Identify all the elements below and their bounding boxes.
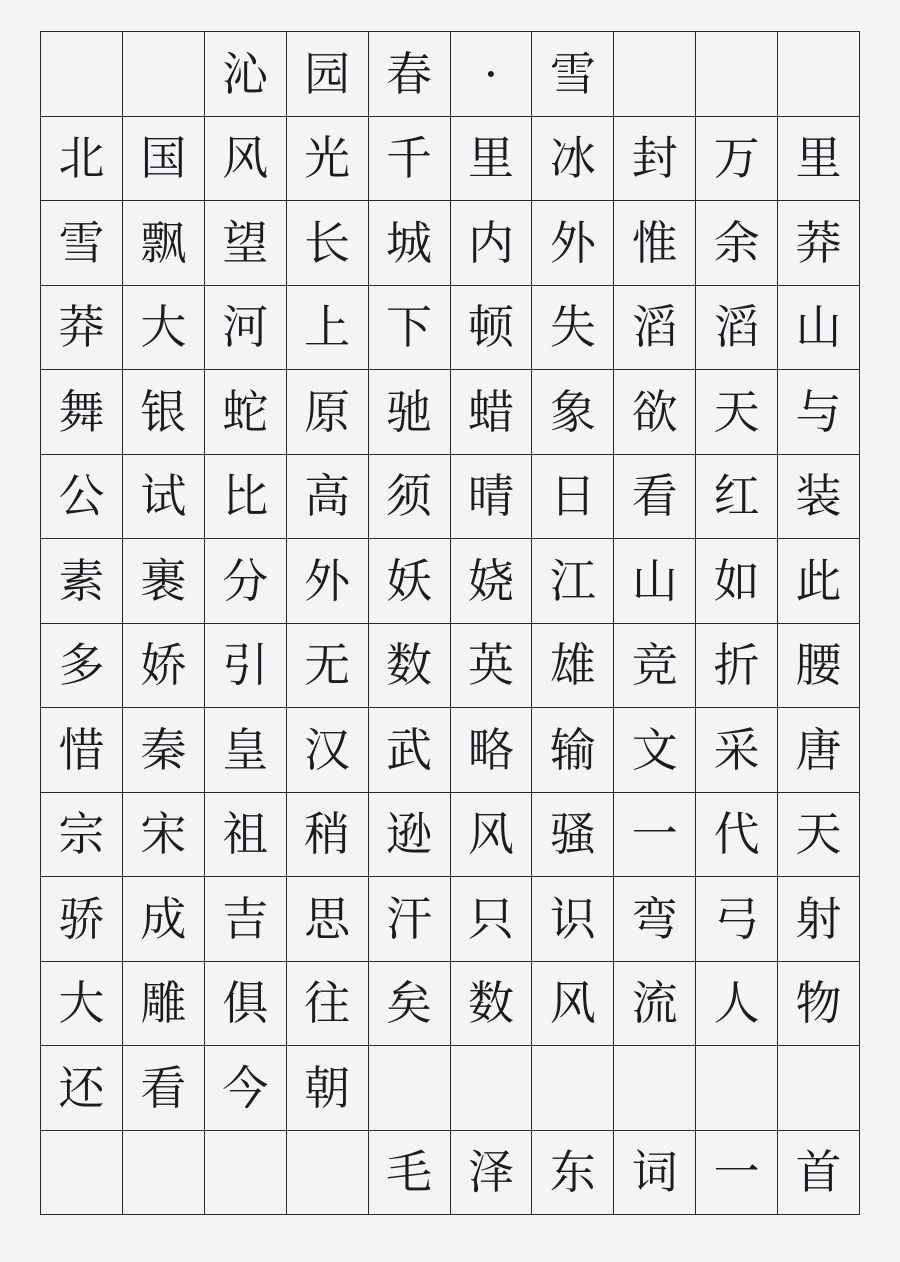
poem-char: 素 [41,539,123,624]
poem-char: 弓 [696,877,778,962]
poem-char: 秦 [123,708,205,793]
grid-cell [614,1046,696,1131]
poem-char: 成 [123,877,205,962]
poem-char: 骚 [532,793,614,878]
poem-char: 银 [123,370,205,455]
poem-char: 矣 [369,962,451,1047]
poem-char: 国 [123,117,205,202]
poem-char: 思 [287,877,369,962]
grid-cell [778,32,860,117]
poem-char: 风 [205,117,287,202]
poem-char: 长 [287,201,369,286]
poem-char: 原 [287,370,369,455]
poem-char: 流 [614,962,696,1047]
poem-char: 里 [778,117,860,202]
poem-char: 滔 [614,286,696,371]
poem-char: 天 [778,793,860,878]
grid-cell [205,1131,287,1216]
poem-char: 外 [532,201,614,286]
poem-char: 雪 [41,201,123,286]
poem-char: 引 [205,624,287,709]
poem-char: 竞 [614,624,696,709]
grid-cell [614,32,696,117]
grid-cell [696,32,778,117]
poem-char: 往 [287,962,369,1047]
poem-char: 内 [451,201,533,286]
poem-char: 逊 [369,793,451,878]
poem-char: 无 [287,624,369,709]
grid-cell [123,32,205,117]
poem-char: 人 [696,962,778,1047]
poem-char: 风 [451,793,533,878]
poem-char: 欲 [614,370,696,455]
poem-char: 惜 [41,708,123,793]
poem-char: 多 [41,624,123,709]
signature-char: 毛 [369,1131,451,1216]
poem-char: 吉 [205,877,287,962]
poem-char: 驰 [369,370,451,455]
poem-char: 望 [205,201,287,286]
title-char: 雪 [532,32,614,117]
poem-char: 山 [614,539,696,624]
grid-cell [369,1046,451,1131]
poem-char: 公 [41,455,123,540]
poem-char: 数 [451,962,533,1047]
poem-char: 折 [696,624,778,709]
poem-char: 唐 [778,708,860,793]
poem-char: 光 [287,117,369,202]
poem-char: 飘 [123,201,205,286]
poem-char: 宋 [123,793,205,878]
poem-char: 日 [532,455,614,540]
poem-char: 山 [778,286,860,371]
grid-cell [532,1046,614,1131]
poem-char: 只 [451,877,533,962]
grid-cell [451,1046,533,1131]
poem-char: 惟 [614,201,696,286]
signature-char: 泽 [451,1131,533,1216]
poem-char: 输 [532,708,614,793]
poem-char: 文 [614,708,696,793]
poem-char: 英 [451,624,533,709]
poem-char: 封 [614,117,696,202]
poem-char: 河 [205,286,287,371]
signature-char: 一 [696,1131,778,1216]
poem-char: 江 [532,539,614,624]
poem-char: 略 [451,708,533,793]
poem-char: 天 [696,370,778,455]
title-char: 沁 [205,32,287,117]
poem-char: 娆 [451,539,533,624]
poem-char: 娇 [123,624,205,709]
signature-char: 词 [614,1131,696,1216]
signature-char: 东 [532,1131,614,1216]
poem-char: 朝 [287,1046,369,1131]
poem-char: 余 [696,201,778,286]
poem-char: 象 [532,370,614,455]
poem-char: 舞 [41,370,123,455]
poem-char: 射 [778,877,860,962]
poem-char: 下 [369,286,451,371]
signature-char: 首 [778,1131,860,1216]
poem-char: 稍 [287,793,369,878]
poem-char: 雄 [532,624,614,709]
poem-char: 腰 [778,624,860,709]
title-char: 春 [369,32,451,117]
poem-char: 祖 [205,793,287,878]
grid-cell [41,32,123,117]
poem-char: 红 [696,455,778,540]
poem-char: 皇 [205,708,287,793]
poem-char: 采 [696,708,778,793]
poem-char: 蜡 [451,370,533,455]
poem-char: 汉 [287,708,369,793]
grid-cell [123,1131,205,1216]
poem-char: 大 [123,286,205,371]
poem-char: 武 [369,708,451,793]
poem-char: 晴 [451,455,533,540]
poem-char: 滔 [696,286,778,371]
grid-cell [287,1131,369,1216]
poem-char: 蛇 [205,370,287,455]
poem-char: 外 [287,539,369,624]
poem-char: 如 [696,539,778,624]
poem-char: 汗 [369,877,451,962]
poem-char: 城 [369,201,451,286]
poem-char: 试 [123,455,205,540]
poem-char: 须 [369,455,451,540]
poem-char: 看 [123,1046,205,1131]
poem-char: 裹 [123,539,205,624]
poem-char: 物 [778,962,860,1047]
poem-char: 骄 [41,877,123,962]
poem-char: 宗 [41,793,123,878]
poem-char: 千 [369,117,451,202]
poem-char: 比 [205,455,287,540]
poem-char: 冰 [532,117,614,202]
poem-char: 还 [41,1046,123,1131]
poem-char: 装 [778,455,860,540]
poem-char: 北 [41,117,123,202]
poem-char: 数 [369,624,451,709]
grid-cell [696,1046,778,1131]
poem-char: 万 [696,117,778,202]
poem-char: 失 [532,286,614,371]
grid-cell [778,1046,860,1131]
poem-char: 莽 [41,286,123,371]
poem-char: 大 [41,962,123,1047]
poem-char: 弯 [614,877,696,962]
character-grid [40,31,860,1215]
grid-cell [41,1131,123,1216]
poem-char: 莽 [778,201,860,286]
poem-char: 一 [614,793,696,878]
poem-char: 今 [205,1046,287,1131]
poem-char: 高 [287,455,369,540]
poem-char: 分 [205,539,287,624]
poem-char: 识 [532,877,614,962]
poem-char: 看 [614,455,696,540]
poem-char: 上 [287,286,369,371]
poem-char: 里 [451,117,533,202]
poem-char: 此 [778,539,860,624]
poem-char: 顿 [451,286,533,371]
poem-char: 雕 [123,962,205,1047]
poem-char: 妖 [369,539,451,624]
poem-char: 风 [532,962,614,1047]
poem-char: 俱 [205,962,287,1047]
poem-char: 与 [778,370,860,455]
poem-char: 代 [696,793,778,878]
title-char: 园 [287,32,369,117]
title-separator: · [451,32,533,117]
